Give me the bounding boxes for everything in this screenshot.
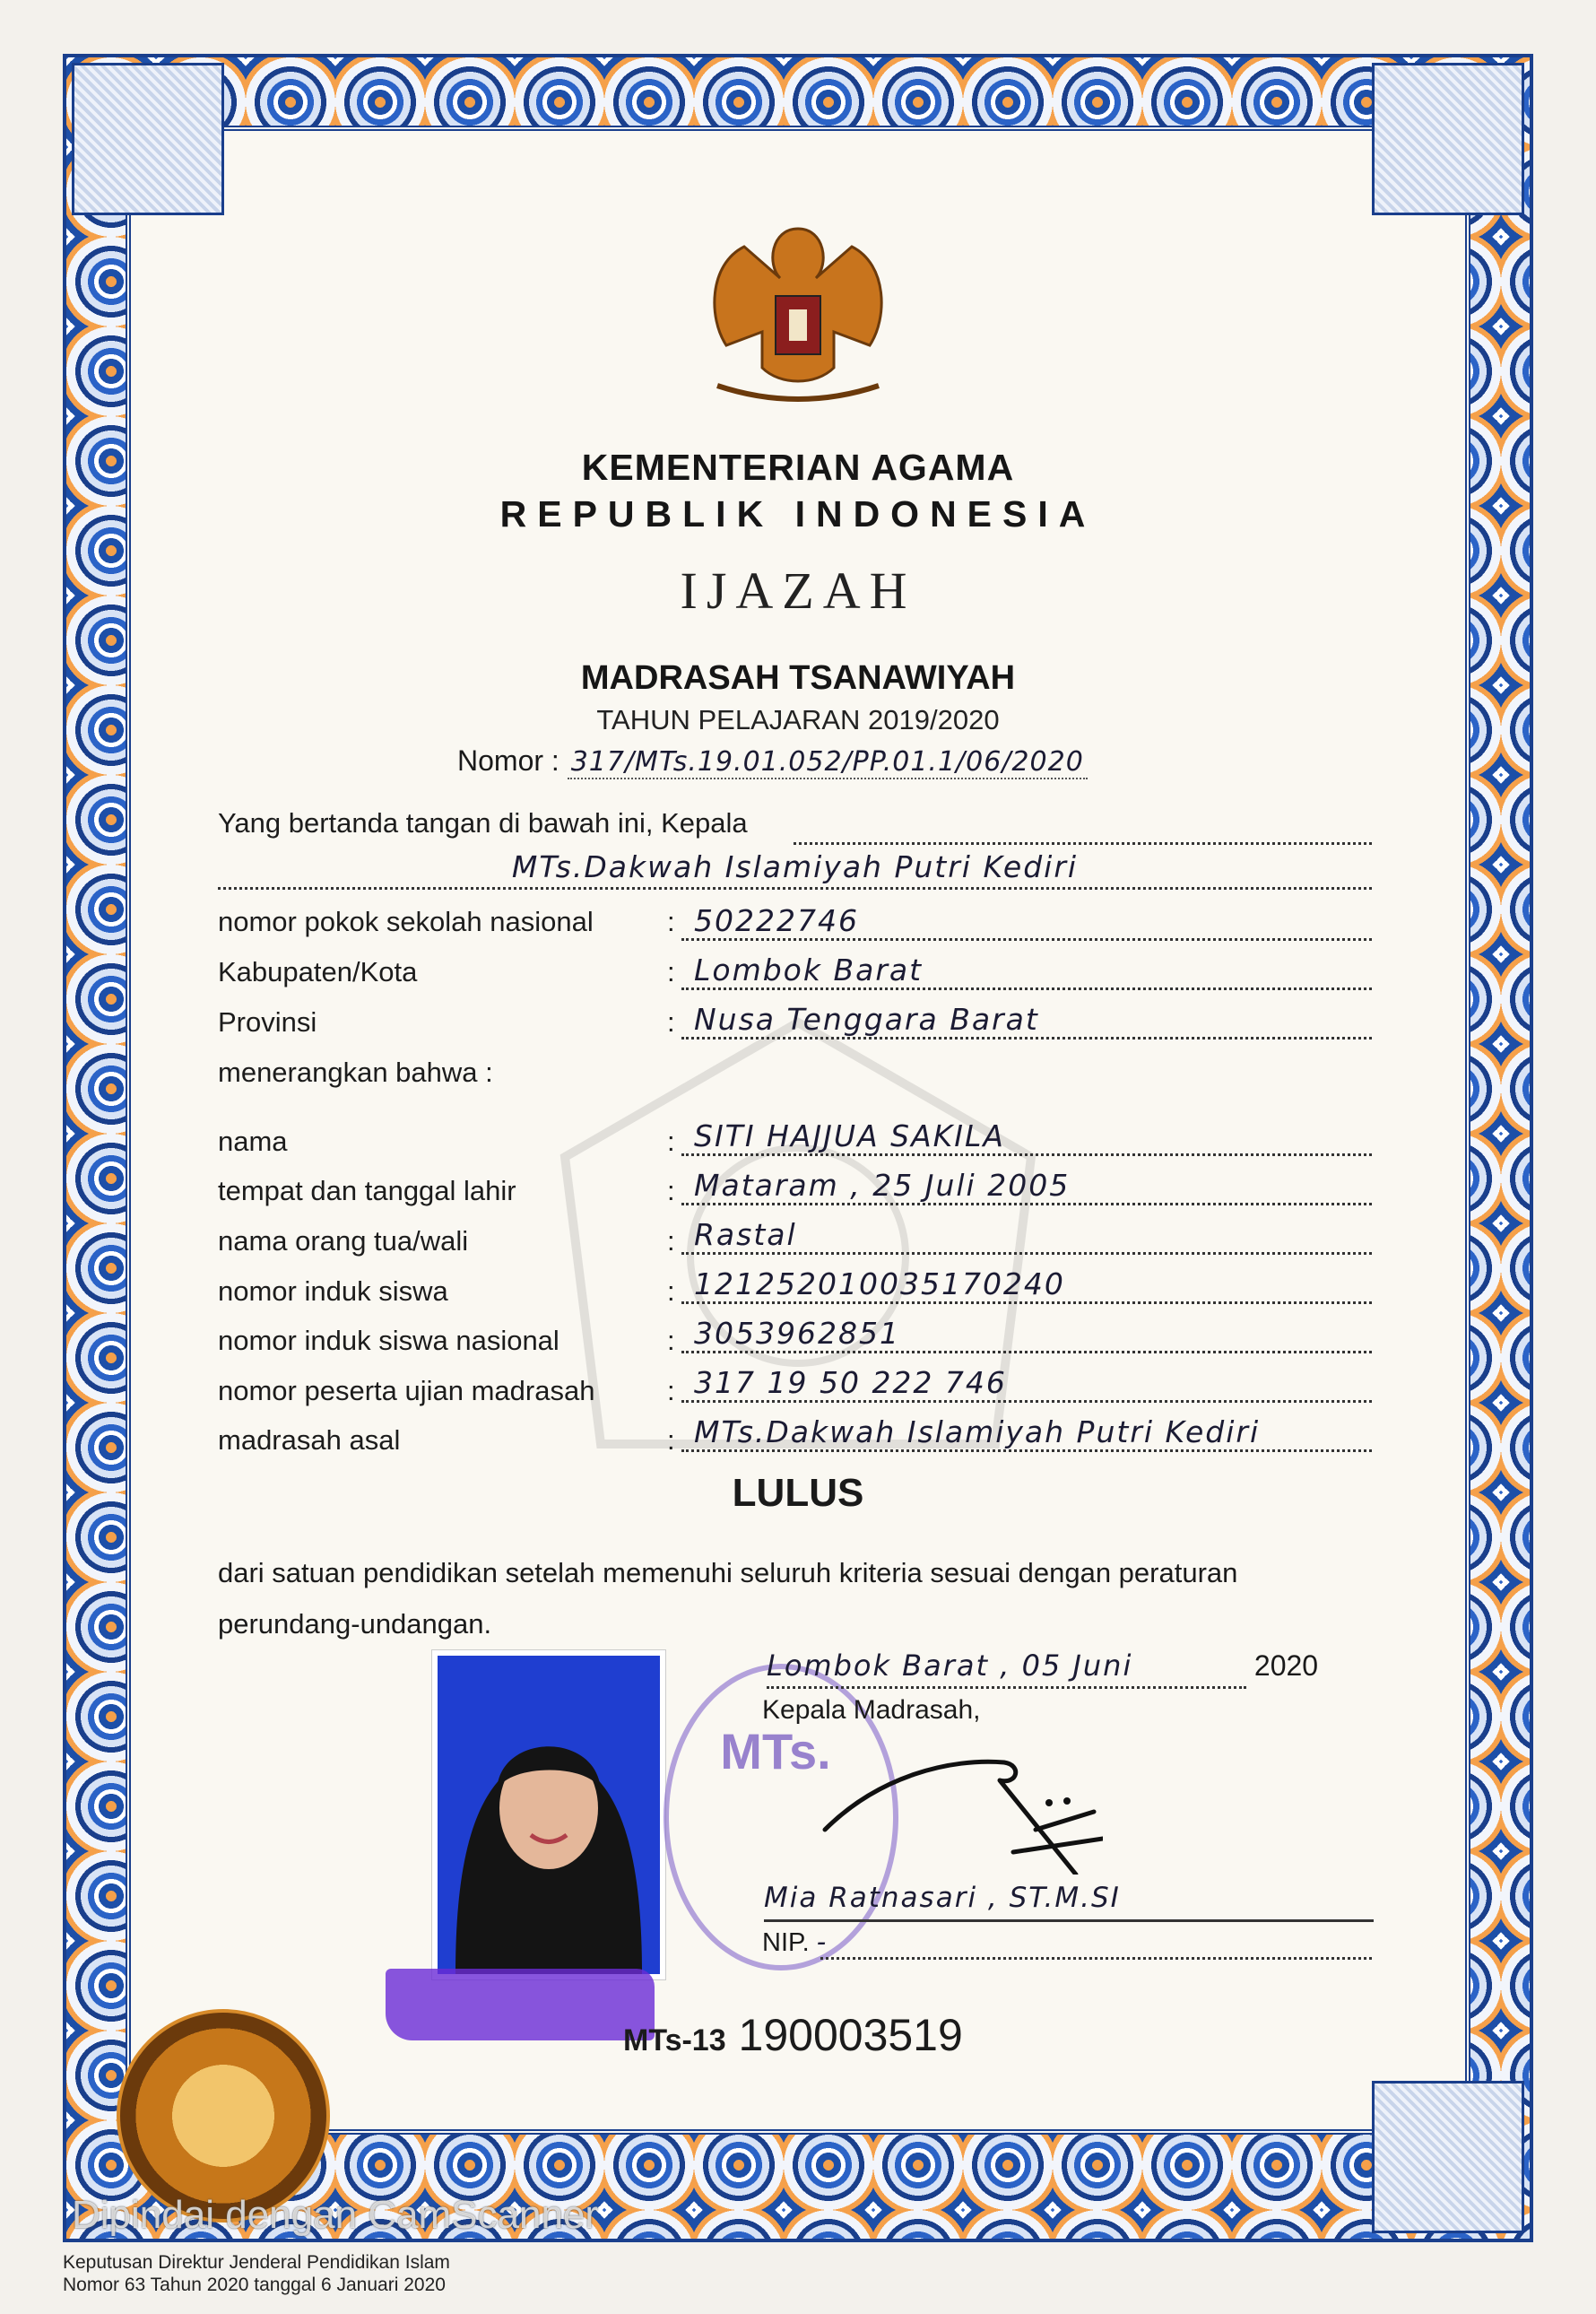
field-label-menerangkan: menerangkan bahwa : <box>218 1057 493 1088</box>
field-value-kabupaten: Lombok Barat <box>681 951 1372 990</box>
scanner-watermark: Dipindai dengan CamScanner <box>72 2193 599 2237</box>
field-value-provinsi: Nusa Tenggara Barat <box>681 1000 1372 1040</box>
document-title: IJAZAH <box>680 561 916 620</box>
nomor-value: 317/MTs.19.01.052/PP.01.1/06/2020 <box>568 746 1088 779</box>
colon: : <box>667 1175 675 1206</box>
field-value-nama: SITI HAJJUA SAKILA <box>681 1117 1372 1156</box>
nip-row <box>762 1927 826 1958</box>
field-label-ttl: tempat dan tanggal lahir <box>218 1175 516 1206</box>
nip-label: NIP. <box>762 1928 810 1957</box>
corner-ornament <box>72 63 224 215</box>
statement-paragraph: dari satuan pendidikan setelah memenuhi seluruh kriteria sesuai dengan peraturan perundang-undangan. <box>218 1557 1238 1640</box>
ink-mark <box>386 1969 655 2040</box>
field-label-npsn: nomor pokok sekolah nasional <box>218 906 594 937</box>
stamp-text: MTs. <box>720 1723 831 1779</box>
field-label-nama: nama <box>218 1126 288 1157</box>
school-level-heading: MADRASAH TSANAWIYAH <box>580 659 1016 697</box>
signature-year: 2020 <box>1253 1649 1319 1682</box>
field-label-exam-number: nomor peserta ujian madrasah <box>218 1375 595 1406</box>
colon: : <box>667 1126 675 1157</box>
colon: : <box>667 906 675 937</box>
handwritten-signature <box>807 1722 1103 1875</box>
ministry-heading: KEMENTERIAN AGAMA <box>581 447 1015 488</box>
field-value-parent: Rastal <box>681 1215 1372 1255</box>
hologram-seal <box>117 2009 330 2223</box>
result-heading: LULUS <box>732 1471 864 1515</box>
colon: : <box>667 1275 675 1307</box>
field-label-nisn: nomor induk siswa nasional <box>218 1325 559 1356</box>
nip-dotted-line <box>820 1957 1372 1960</box>
field-value-origin-school: MTs.Dakwah Islamiyah Putri Kediri <box>681 1413 1372 1452</box>
field-value-ttl: Mataram , 25 Juli 2005 <box>681 1166 1372 1205</box>
menerangkan-text: menerangkan bahwa <box>218 1057 478 1088</box>
portrait-figure <box>438 1656 660 1974</box>
colon: : <box>667 1375 675 1406</box>
place-date-value: Lombok Barat , 05 Juni <box>767 1649 1246 1689</box>
republic-heading: REPUBLIK INDONESIA <box>499 493 1097 535</box>
signer-name: Mia Ratnasari , ST.M.SI <box>764 1882 1374 1922</box>
field-value-nisn: 3053962851 <box>681 1314 1372 1353</box>
dotted-line <box>794 812 1372 845</box>
serial-number <box>623 2009 963 2061</box>
corner-ornament <box>1372 63 1524 215</box>
field-value-nis: 121252010035170240 <box>681 1265 1372 1304</box>
footer-line-1: Keputusan Direktur Jenderal Pendidikan Islam <box>63 2252 450 2273</box>
corner-ornament <box>1372 2081 1524 2233</box>
school-name-value: MTs.Dakwah Islamiyah Putri Kediri <box>218 848 1372 890</box>
field-label-kabupaten: Kabupaten/Kota <box>218 956 418 987</box>
colon: : <box>667 1424 675 1456</box>
signer-title: Kepala Madrasah, <box>762 1695 981 1725</box>
nomor-label: Nomor : <box>457 744 559 777</box>
field-label-provinsi: Provinsi <box>218 1006 317 1038</box>
field-value-npsn: 50222746 <box>681 901 1372 941</box>
field-label-parent: nama orang tua/wali <box>218 1225 469 1257</box>
nip-value: - <box>816 1927 827 1957</box>
field-label-nis: nomor induk siswa <box>218 1275 448 1307</box>
colon: : <box>667 956 675 987</box>
student-photo <box>432 1650 665 1979</box>
serial-value: 190003519 <box>738 2010 963 2060</box>
undersigned-label: Yang bertanda tangan di bawah ini, Kepala <box>218 807 748 839</box>
colon: : <box>667 1006 675 1038</box>
colon: : <box>667 1225 675 1257</box>
field-label-origin-school: madrasah asal <box>218 1424 401 1456</box>
serial-prefix: MTs-13 <box>623 2023 726 2057</box>
certificate-number-row <box>457 744 1088 778</box>
footer-line-2: Nomor 63 Tahun 2020 tanggal 6 Januari 2020 <box>63 2275 446 2295</box>
place-date-row <box>767 1649 1372 1689</box>
garuda-emblem <box>690 211 906 408</box>
colon: : <box>667 1325 675 1356</box>
field-value-exam-number: 317 19 50 222 746 <box>681 1363 1372 1403</box>
decree-footer <box>63 2251 450 2296</box>
academic-year: TAHUN PELAJARAN 2019/2020 <box>596 704 1000 735</box>
